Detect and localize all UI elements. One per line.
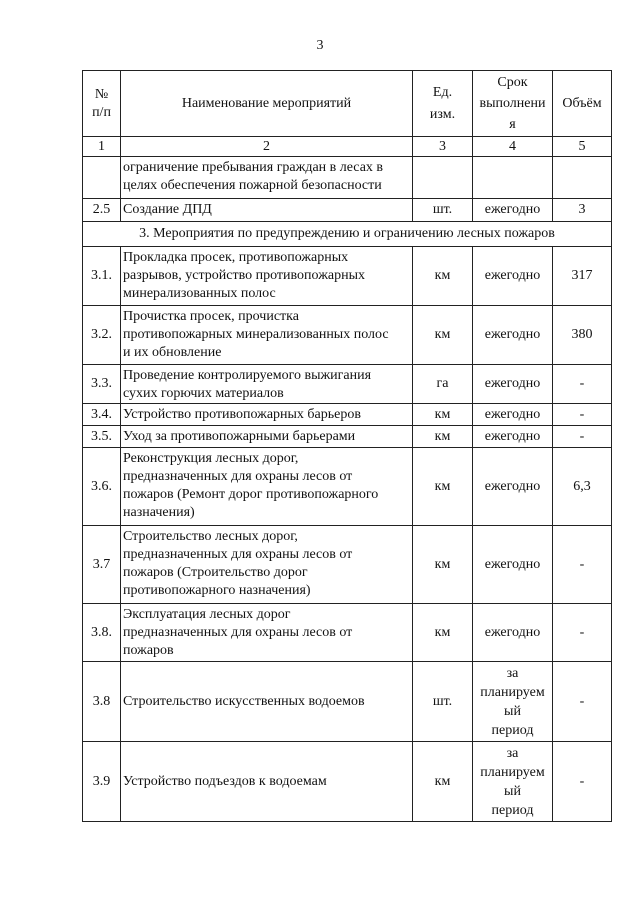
header-term — [473, 71, 553, 137]
row-num: 3.6. — [83, 448, 121, 526]
row-volume: 6,3 — [553, 448, 612, 526]
row-term-line: ежегодно — [484, 478, 541, 494]
table-row — [83, 404, 612, 426]
section-row — [83, 222, 612, 247]
row-term-line: ежегодно — [484, 428, 541, 444]
table-row — [83, 247, 612, 306]
header-row — [83, 71, 612, 137]
header-num — [83, 71, 121, 137]
row-name-line: Проведение контролируемого выжигания — [123, 368, 372, 383]
row-name-line: Устройство противопожарных барьеров — [123, 406, 361, 422]
row-volume: - — [553, 365, 612, 404]
row-term-line: планируем — [480, 764, 545, 780]
row-term-line: ежегодно — [484, 556, 541, 572]
index-cell: 5 — [553, 137, 612, 157]
row-num: 3.4. — [83, 404, 121, 426]
row-term-line: ежегодно — [484, 376, 541, 391]
table-row — [83, 526, 612, 604]
header-num-line: п/п — [92, 104, 111, 120]
table-row — [83, 448, 612, 526]
row-name — [121, 526, 413, 604]
row-term-line: за — [506, 665, 519, 681]
row-name-line: пожаров — [123, 643, 174, 658]
row-term — [473, 742, 553, 822]
row-unit: км — [413, 604, 473, 662]
index-cell: 3 — [413, 137, 473, 157]
row-num: 3.3. — [83, 365, 121, 404]
row-term-line: ежегодно — [484, 327, 541, 342]
table-row — [83, 365, 612, 404]
row-volume: - — [553, 604, 612, 662]
header-unit-line: Ед. — [432, 84, 453, 100]
row-name — [121, 404, 413, 426]
row-name-line: ограничение пребывания граждан в лесах в — [123, 160, 384, 175]
row-volume — [553, 157, 612, 199]
row-name — [121, 448, 413, 526]
row-unit: км — [413, 426, 473, 448]
row-num: 3.9 — [83, 742, 121, 822]
row-term — [473, 404, 553, 426]
header-unit — [413, 71, 473, 137]
row-term-line: ый — [504, 783, 521, 799]
row-name-line: пожаров (Ремонт дорог противопожарного — [123, 487, 379, 502]
row-name-line: и их обновление — [123, 345, 222, 360]
section-title: 3. Мероприятия по предупреждению и ограничению лесных пожаров — [83, 222, 612, 247]
row-volume: 380 — [553, 306, 612, 365]
row-unit: км — [413, 526, 473, 604]
row-volume: - — [553, 742, 612, 822]
row-name-line: пожаров (Строительство дорог — [123, 565, 308, 580]
row-name-line: противопожарного назначения) — [123, 583, 311, 598]
row-name-line: предназначенных для охраны лесов от — [123, 469, 353, 484]
header-num-line: № — [94, 86, 109, 102]
row-name-line: Прочистка просек, прочистка — [123, 309, 299, 324]
header-unit-line: изм. — [429, 106, 456, 122]
row-name-line: целях обеспечения пожарной безопасности — [123, 178, 382, 193]
index-cell: 4 — [473, 137, 553, 157]
row-volume: - — [553, 426, 612, 448]
row-term — [473, 365, 553, 404]
row-term-line: период — [491, 802, 534, 818]
row-term — [473, 526, 553, 604]
row-term-line: ый — [504, 703, 521, 719]
index-row — [83, 137, 612, 157]
row-unit: км — [413, 448, 473, 526]
row-name-line: Строительство искусственных водоемов — [123, 693, 365, 709]
table-row — [83, 199, 612, 222]
table-row — [83, 157, 612, 199]
page-number: 3 — [316, 38, 324, 53]
row-unit: км — [413, 742, 473, 822]
row-name-line: предназначенных для охраны лесов от — [123, 547, 353, 562]
row-unit — [413, 157, 473, 199]
row-num: 3.2. — [83, 306, 121, 365]
row-volume: 317 — [553, 247, 612, 306]
row-term-line: ежегодно — [484, 406, 541, 422]
table-row — [83, 662, 612, 742]
row-unit: км — [413, 247, 473, 306]
row-num: 2.5 — [83, 199, 121, 222]
row-name-line: назначения) — [123, 505, 195, 520]
row-unit: км — [413, 306, 473, 365]
row-term-line: период — [491, 722, 534, 738]
row-name-line: сухих горючих материалов — [123, 386, 284, 401]
row-name-line: предназначенных для охраны лесов от — [123, 625, 353, 640]
row-term — [473, 604, 553, 662]
row-name-line: противопожарных минерализованных полос — [123, 327, 389, 342]
header-name: Наименование мероприятий — [121, 71, 413, 137]
row-term-line: ежегодно — [484, 268, 541, 283]
row-term-line: планируем — [480, 684, 545, 700]
table-row — [83, 306, 612, 365]
header-term-line: Срок — [497, 75, 528, 90]
row-name-line: Эксплуатация лесных дорог — [123, 607, 291, 622]
row-term — [473, 306, 553, 365]
row-num: 3.7 — [83, 526, 121, 604]
row-volume: - — [553, 662, 612, 742]
row-name — [121, 604, 413, 662]
row-name — [121, 365, 413, 404]
row-name-line: Строительство лесных дорог, — [123, 529, 298, 544]
row-term-line: за — [506, 745, 519, 761]
row-unit: шт. — [413, 199, 473, 222]
row-num — [83, 157, 121, 199]
row-unit: км — [413, 404, 473, 426]
row-term — [473, 426, 553, 448]
row-volume: - — [553, 526, 612, 604]
row-name-line: минерализованных полос — [123, 286, 276, 301]
row-num: 3.8 — [83, 662, 121, 742]
row-name: Создание ДПД — [121, 199, 413, 222]
row-name-line: разрывов, устройство противопожарных — [123, 268, 365, 283]
row-name-line: Уход за противопожарными барьерами — [123, 428, 356, 444]
row-num: 3.1. — [83, 247, 121, 306]
row-name — [121, 306, 413, 365]
row-name-line: Прокладка просек, противопожарных — [123, 250, 349, 265]
row-term — [473, 247, 553, 306]
row-name — [121, 742, 413, 822]
row-term — [473, 448, 553, 526]
row-num: 3.5. — [83, 426, 121, 448]
row-num: 3.8. — [83, 604, 121, 662]
table-row — [83, 742, 612, 822]
index-cell: 2 — [121, 137, 413, 157]
row-name — [121, 426, 413, 448]
header-term-line: я — [509, 117, 516, 132]
row-name — [121, 247, 413, 306]
header-volume: Объём — [553, 71, 612, 137]
row-volume: - — [553, 404, 612, 426]
measures-table — [82, 70, 612, 822]
row-term — [473, 662, 553, 742]
index-cell: 1 — [83, 137, 121, 157]
row-unit: га — [413, 365, 473, 404]
row-name-line: Реконструкция лесных дорог, — [123, 451, 299, 466]
header-term-line: выполнени — [479, 96, 546, 111]
row-unit: шт. — [413, 662, 473, 742]
row-name — [121, 157, 413, 199]
row-volume: 3 — [553, 199, 612, 222]
row-term — [473, 157, 553, 199]
table-row — [83, 604, 612, 662]
table-row — [83, 426, 612, 448]
row-term: ежегодно — [473, 199, 553, 222]
row-name-line: Устройство подъездов к водоемам — [123, 773, 327, 789]
row-name — [121, 662, 413, 742]
row-term-line: ежегодно — [484, 624, 541, 640]
